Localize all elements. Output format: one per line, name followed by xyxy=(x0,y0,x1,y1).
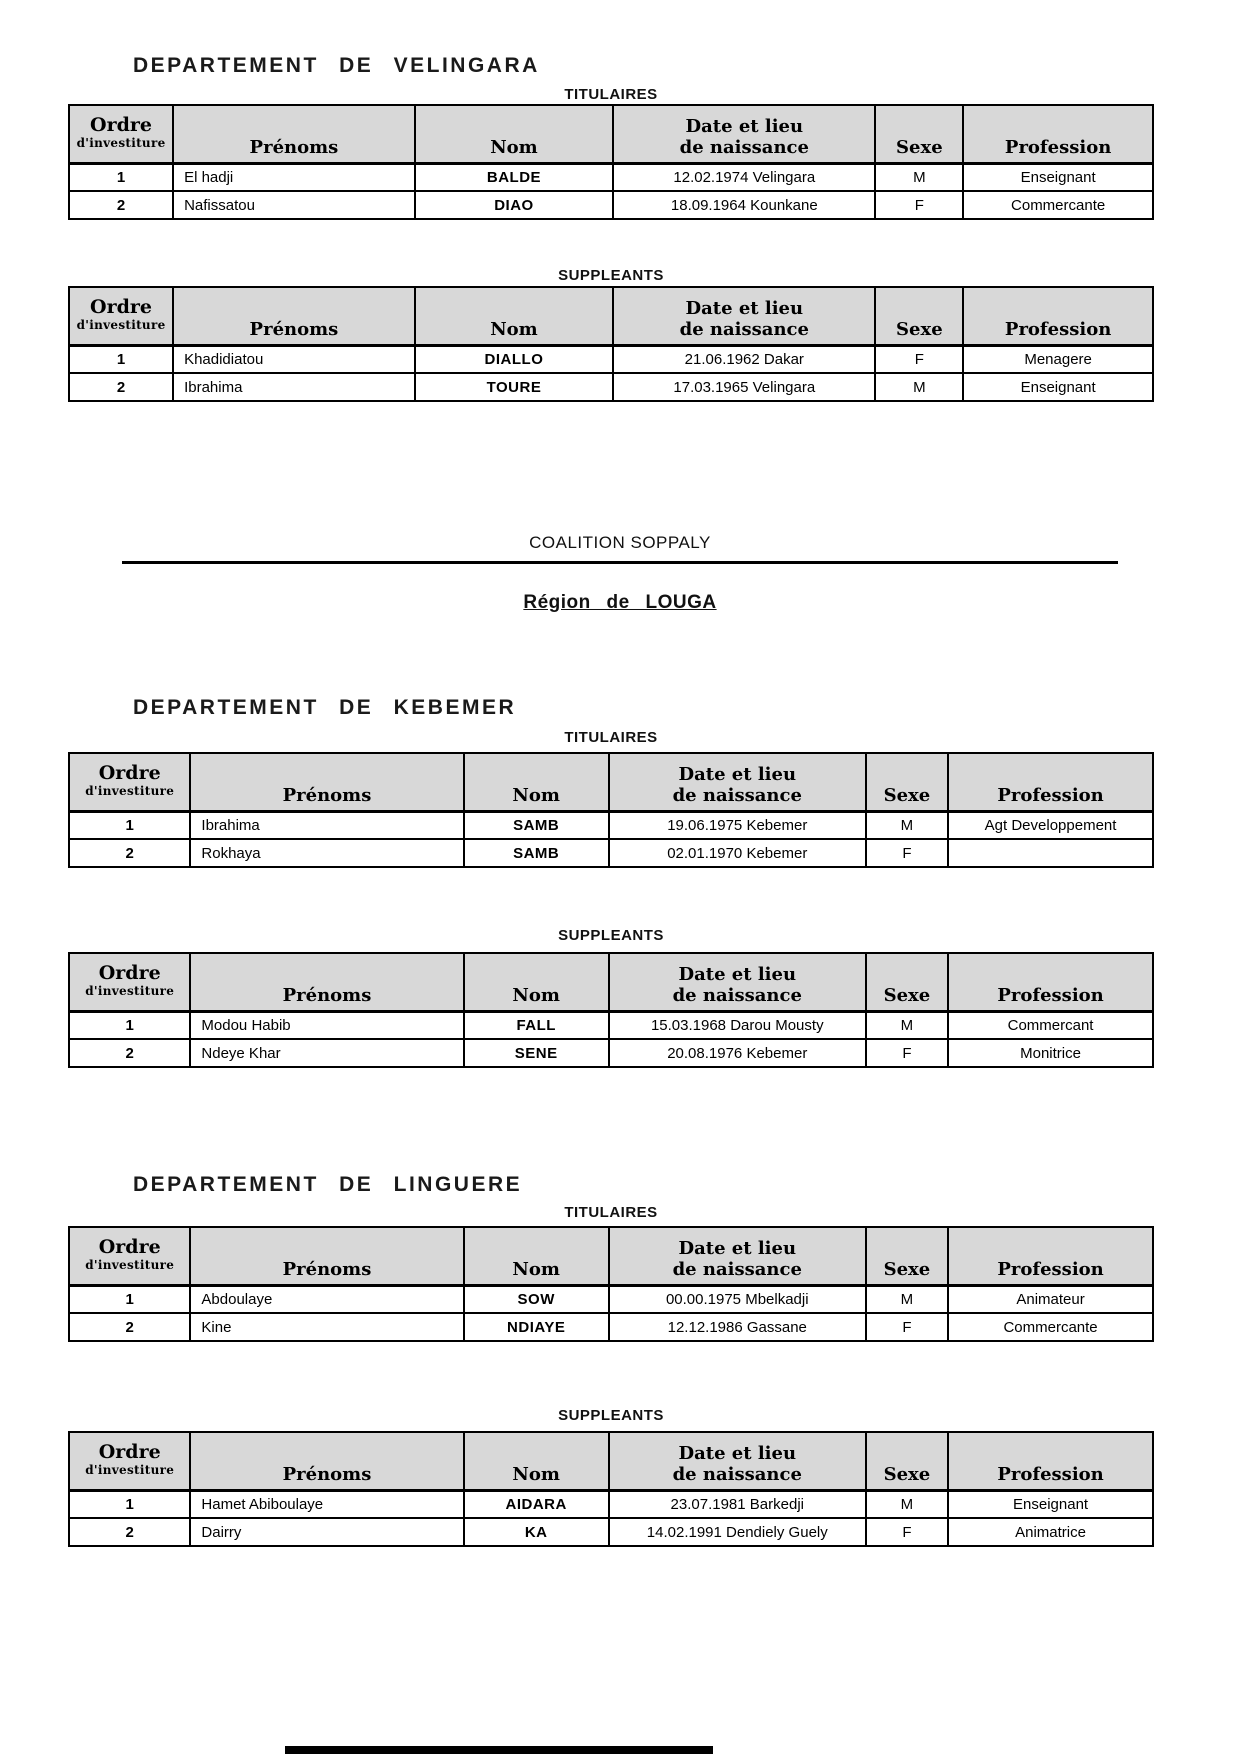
table-row xyxy=(69,1039,1153,1067)
cell-prenoms: Hamet Abiboulaye xyxy=(190,1490,463,1518)
col-header-naissance-line1: Date et lieu xyxy=(678,1443,797,1465)
cell-sexe: F xyxy=(866,1313,948,1341)
cell-profession: Enseignant xyxy=(963,373,1153,401)
table-row xyxy=(69,191,1153,219)
col-header-nom: Nom xyxy=(415,105,613,163)
col-header-ordre-line2: d'investiture xyxy=(76,135,166,150)
table-body xyxy=(69,1285,1153,1341)
cell-profession: Enseignant xyxy=(948,1490,1153,1518)
cell-nom: NDIAYE xyxy=(464,1313,609,1341)
col-header-naissance-line2: de naissance xyxy=(679,318,809,340)
col-header-profession: Profession xyxy=(948,1227,1153,1285)
cell-prenoms: Modou Habib xyxy=(190,1011,463,1039)
cell-profession: Commercante xyxy=(963,191,1153,219)
table-header xyxy=(69,105,1153,163)
col-header-ordre xyxy=(69,1432,190,1490)
col-header-ordre-line2: d'investiture xyxy=(85,983,175,998)
col-header-ordre xyxy=(69,1227,190,1285)
cell-profession: Animatrice xyxy=(948,1518,1153,1546)
col-header-sexe: Sexe xyxy=(866,1227,948,1285)
col-header-prenoms: Prénoms xyxy=(190,753,463,811)
col-header-ordre-line2: d'investiture xyxy=(85,1462,175,1477)
cell-naissance: 00.00.1975 Mbelkadji xyxy=(609,1285,866,1313)
cell-ordre: 2 xyxy=(69,1518,190,1546)
cell-sexe: M xyxy=(866,1011,948,1039)
col-header-naissance xyxy=(609,1432,866,1490)
col-header-profession: Profession xyxy=(963,105,1153,163)
header-row xyxy=(69,287,1153,345)
list-label-linguere-suppleants: SUPPLEANTS xyxy=(558,1407,664,1424)
col-header-naissance-line2: de naissance xyxy=(672,1463,802,1485)
col-header-ordre-line1: Ordre xyxy=(98,1235,161,1258)
col-header-prenoms: Prénoms xyxy=(190,1227,463,1285)
cell-naissance: 02.01.1970 Kebemer xyxy=(609,839,866,867)
cell-sexe: F xyxy=(875,345,963,373)
cell-sexe: F xyxy=(875,191,963,219)
cell-ordre: 1 xyxy=(69,1490,190,1518)
cell-nom: KA xyxy=(464,1518,609,1546)
col-header-ordre xyxy=(69,105,173,163)
cell-ordre: 1 xyxy=(69,1285,190,1313)
table-row xyxy=(69,1490,1153,1518)
cell-profession xyxy=(948,839,1153,867)
cell-prenoms: Ndeye Khar xyxy=(190,1039,463,1067)
table-header xyxy=(69,753,1153,811)
cell-naissance: 18.09.1964 Kounkane xyxy=(613,191,875,219)
cell-ordre: 1 xyxy=(69,811,190,839)
col-header-naissance xyxy=(613,287,875,345)
col-header-prenoms: Prénoms xyxy=(190,953,463,1011)
cell-ordre: 2 xyxy=(69,839,190,867)
col-header-naissance-line1: Date et lieu xyxy=(678,764,797,786)
section-heading-linguere: DEPARTEMENT DE LINGUERE xyxy=(133,1173,523,1196)
col-header-naissance-line1: Date et lieu xyxy=(678,964,797,986)
cell-profession: Enseignant xyxy=(963,163,1153,191)
col-header-naissance-line2: de naissance xyxy=(672,784,802,806)
section-heading-kebemer: DEPARTEMENT DE KEBEMER xyxy=(133,696,517,719)
col-header-ordre-line1: Ordre xyxy=(90,295,152,318)
cell-sexe: M xyxy=(875,163,963,191)
col-header-ordre-line2: d'investiture xyxy=(85,1257,175,1272)
cell-prenoms: Ibrahima xyxy=(190,811,463,839)
col-header-naissance-line1: Date et lieu xyxy=(678,1238,797,1260)
col-header-naissance-line2: de naissance xyxy=(672,1258,802,1280)
cell-sexe: M xyxy=(866,1285,948,1313)
cell-prenoms: Abdoulaye xyxy=(190,1285,463,1313)
cell-nom: SENE xyxy=(464,1039,609,1067)
cell-ordre: 1 xyxy=(69,163,173,191)
table-body xyxy=(69,1011,1153,1067)
col-header-profession: Profession xyxy=(963,287,1153,345)
cell-sexe: F xyxy=(866,1518,948,1546)
table-row xyxy=(69,163,1153,191)
col-header-naissance-line2: de naissance xyxy=(679,136,809,158)
cell-ordre: 2 xyxy=(69,191,173,219)
col-header-nom: Nom xyxy=(464,1432,609,1490)
table-kebemer-titulaires xyxy=(68,752,1154,868)
cell-nom: SOW xyxy=(464,1285,609,1313)
col-header-prenoms: Prénoms xyxy=(173,105,415,163)
col-header-ordre-line1: Ordre xyxy=(98,761,161,784)
header-row xyxy=(69,753,1153,811)
cell-ordre: 2 xyxy=(69,373,173,401)
col-header-naissance-line1: Date et lieu xyxy=(685,298,804,320)
table-header xyxy=(69,1432,1153,1490)
table-body xyxy=(69,345,1153,401)
col-header-naissance-line1: Date et lieu xyxy=(685,116,804,138)
cell-profession: Agt Developpement xyxy=(948,811,1153,839)
table-velingara-suppleants xyxy=(68,286,1154,402)
col-header-ordre-line2: d'investiture xyxy=(85,783,175,798)
header-row xyxy=(69,1432,1153,1490)
col-header-ordre xyxy=(69,953,190,1011)
table-row xyxy=(69,839,1153,867)
cell-profession: Animateur xyxy=(948,1285,1153,1313)
col-header-profession: Profession xyxy=(948,1432,1153,1490)
cell-nom: TOURE xyxy=(415,373,613,401)
cell-sexe: M xyxy=(875,373,963,401)
cell-profession: Commercant xyxy=(948,1011,1153,1039)
section-heading-velingara: DEPARTEMENT DE VELINGARA xyxy=(133,54,540,77)
cell-prenoms: Khadidiatou xyxy=(173,345,415,373)
cell-prenoms: Ibrahima xyxy=(173,373,415,401)
col-header-ordre xyxy=(69,287,173,345)
horizontal-rule xyxy=(122,561,1118,564)
header-row xyxy=(69,953,1153,1011)
col-header-ordre-line1: Ordre xyxy=(90,113,152,136)
cell-ordre: 1 xyxy=(69,1011,190,1039)
cutoff-black-bar xyxy=(285,1746,713,1754)
cell-naissance: 21.06.1962 Dakar xyxy=(613,345,875,373)
cell-prenoms: El hadji xyxy=(173,163,415,191)
cell-naissance: 14.02.1991 Dendiely Guely xyxy=(609,1518,866,1546)
col-header-profession: Profession xyxy=(948,953,1153,1011)
cell-naissance: 23.07.1981 Barkedji xyxy=(609,1490,866,1518)
list-label-kebemer-suppleants: SUPPLEANTS xyxy=(558,927,664,944)
header-row xyxy=(69,105,1153,163)
table-row xyxy=(69,373,1153,401)
coalition-title: COALITION SOPPALY xyxy=(529,533,711,552)
table-kebemer-suppleants xyxy=(68,952,1154,1068)
col-header-profession: Profession xyxy=(948,753,1153,811)
col-header-prenoms: Prénoms xyxy=(190,1432,463,1490)
cell-nom: DIAO xyxy=(415,191,613,219)
cell-naissance: 15.03.1968 Darou Mousty xyxy=(609,1011,866,1039)
cell-profession: Commercante xyxy=(948,1313,1153,1341)
cell-prenoms: Kine xyxy=(190,1313,463,1341)
table-header xyxy=(69,287,1153,345)
col-header-ordre-line2: d'investiture xyxy=(76,317,166,332)
col-header-ordre xyxy=(69,753,190,811)
cell-sexe: F xyxy=(866,839,948,867)
list-label-kebemer-titulaires: TITULAIRES xyxy=(564,729,658,746)
cell-nom: AIDARA xyxy=(464,1490,609,1518)
col-header-prenoms: Prénoms xyxy=(173,287,415,345)
table-row xyxy=(69,1518,1153,1546)
cell-nom: SAMB xyxy=(464,839,609,867)
col-header-naissance xyxy=(613,105,875,163)
col-header-ordre-line1: Ordre xyxy=(98,961,161,984)
cell-naissance: 20.08.1976 Kebemer xyxy=(609,1039,866,1067)
col-header-naissance xyxy=(609,753,866,811)
table-body xyxy=(69,1490,1153,1546)
table-row xyxy=(69,1313,1153,1341)
cell-sexe: M xyxy=(866,1490,948,1518)
cell-nom: SAMB xyxy=(464,811,609,839)
table-linguere-suppleants xyxy=(68,1431,1154,1547)
col-header-sexe: Sexe xyxy=(875,105,963,163)
cell-naissance: 19.06.1975 Kebemer xyxy=(609,811,866,839)
cell-profession: Monitrice xyxy=(948,1039,1153,1067)
table-body xyxy=(69,163,1153,219)
cell-prenoms: Rokhaya xyxy=(190,839,463,867)
cell-nom: FALL xyxy=(464,1011,609,1039)
table-row xyxy=(69,1285,1153,1313)
cell-nom: BALDE xyxy=(415,163,613,191)
col-header-sexe: Sexe xyxy=(866,753,948,811)
col-header-sexe: Sexe xyxy=(866,1432,948,1490)
col-header-naissance xyxy=(609,1227,866,1285)
col-header-naissance xyxy=(609,953,866,1011)
list-label-velingara-suppleants: SUPPLEANTS xyxy=(558,267,664,284)
col-header-sexe: Sexe xyxy=(866,953,948,1011)
table-header xyxy=(69,953,1153,1011)
cell-nom: DIALLO xyxy=(415,345,613,373)
table-row xyxy=(69,345,1153,373)
cell-ordre: 2 xyxy=(69,1039,190,1067)
cell-profession: Menagere xyxy=(963,345,1153,373)
table-row xyxy=(69,811,1153,839)
table-row xyxy=(69,1011,1153,1039)
header-row xyxy=(69,1227,1153,1285)
cell-prenoms: Nafissatou xyxy=(173,191,415,219)
cell-naissance: 12.12.1986 Gassane xyxy=(609,1313,866,1341)
col-header-naissance-line2: de naissance xyxy=(672,984,802,1006)
cell-ordre: 2 xyxy=(69,1313,190,1341)
col-header-nom: Nom xyxy=(464,1227,609,1285)
cell-sexe: F xyxy=(866,1039,948,1067)
col-header-sexe: Sexe xyxy=(875,287,963,345)
table-velingara-titulaires xyxy=(68,104,1154,220)
col-header-nom: Nom xyxy=(464,753,609,811)
table-body xyxy=(69,811,1153,867)
cell-sexe: M xyxy=(866,811,948,839)
cell-prenoms: Dairry xyxy=(190,1518,463,1546)
col-header-ordre-line1: Ordre xyxy=(98,1440,161,1463)
col-header-nom: Nom xyxy=(464,953,609,1011)
list-label-velingara-titulaires: TITULAIRES xyxy=(564,86,658,103)
table-header xyxy=(69,1227,1153,1285)
region-title: Région de LOUGA xyxy=(523,592,717,613)
cell-naissance: 17.03.1965 Velingara xyxy=(613,373,875,401)
table-linguere-titulaires xyxy=(68,1226,1154,1342)
cell-naissance: 12.02.1974 Velingara xyxy=(613,163,875,191)
cell-ordre: 1 xyxy=(69,345,173,373)
list-label-linguere-titulaires: TITULAIRES xyxy=(564,1204,658,1221)
col-header-nom: Nom xyxy=(415,287,613,345)
